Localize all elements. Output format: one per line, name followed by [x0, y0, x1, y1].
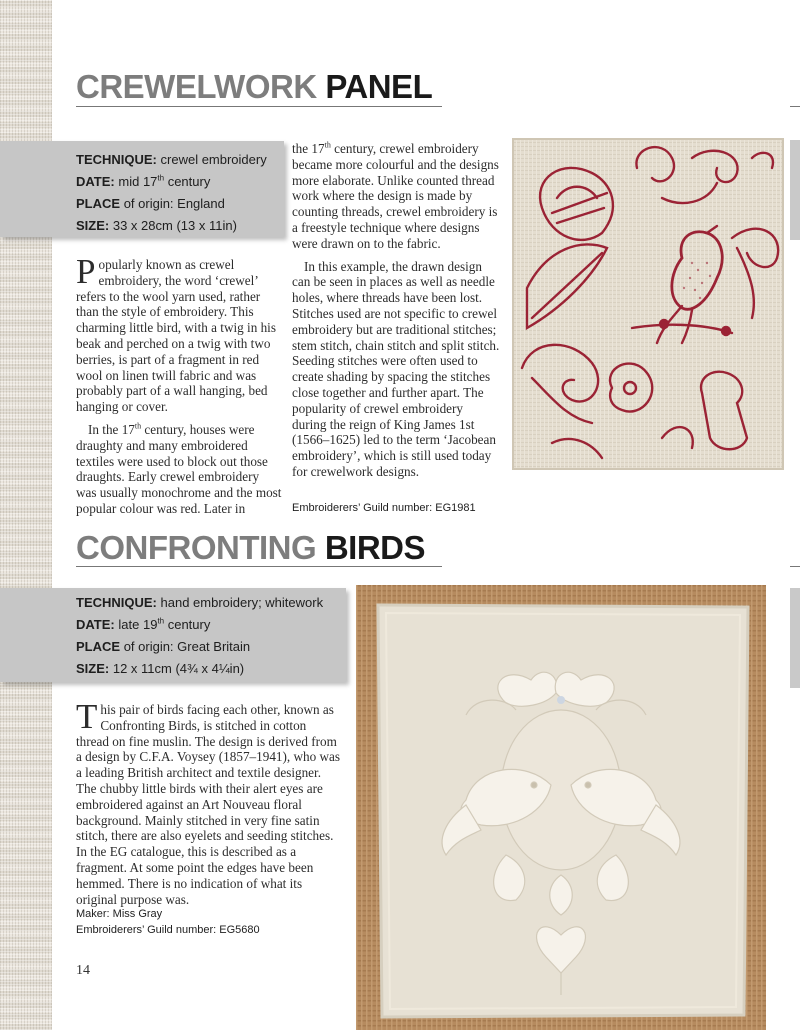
crewel-embroidery-illustration [512, 138, 784, 470]
body-column-birds [76, 697, 342, 907]
guild-number-credit: Embroiderers’ Guild number: EG1981 [292, 502, 476, 514]
whitework-embroidery-illustration [356, 585, 766, 1030]
size-line: SIZE: 12 x 11cm (4¾ x 4¼in) [76, 661, 245, 676]
confronting-birds-photo [356, 585, 766, 1030]
body-column-1 [76, 252, 282, 517]
date-line: DATE: mid 17th century [76, 173, 211, 189]
technique-line: TECHNIQUE: hand embroidery; whitework [76, 595, 324, 610]
heading-dark-word: BIRDS [324, 529, 426, 566]
heading-rule-right [790, 566, 800, 567]
heading-light-word: CONFRONTING [76, 529, 317, 566]
drop-cap: P [76, 252, 96, 291]
heading-light-word: CREWELWORK [76, 68, 317, 105]
crewelwork-panel-photo [512, 138, 784, 470]
guild-number-credit: Embroiderers’ Guild number: EG5680 [76, 924, 260, 936]
size-line: SIZE: 33 x 28cm (13 x 11in) [76, 218, 237, 233]
heading-rule [76, 566, 442, 567]
heading-rule [76, 106, 442, 107]
place-line: PLACE of origin: England [76, 196, 225, 211]
page-number: 14 [76, 963, 90, 978]
date-line: DATE: late 19th century [76, 616, 211, 632]
place-line: PLACE of origin: Great Britain [76, 639, 251, 654]
heading-dark-word: PANEL [325, 68, 433, 105]
technique-line: TECHNIQUE: crewel embroidery [76, 152, 267, 167]
page-edge-tab-top [790, 140, 800, 240]
drop-cap: T [76, 697, 98, 736]
body-column-2 [292, 141, 500, 480]
paragraph-continued: the 17th century, crewel embroidery became more colourful and the designs more elaborate. Unlike counted thread work where the design is made by counting threads, crewel embroidery is a freestyle technique where designs were drawn on to the fabric. [292, 140, 499, 251]
paragraph-intro: Popularly known as crewel embroidery, the word ‘crewel’ refers to the wool yarn used, rather than the style of embroidery. This charming little bird, with a twig in his beak and perched on a twig with two berries, is part of a fragment in red wool on linen twill fabric and was probably part of a wall hanging, bed hanging or cover. [76, 252, 276, 415]
info-box-confronting-birds [0, 588, 346, 682]
section-heading-crewelwork [76, 70, 432, 103]
section-heading-confronting-birds [76, 531, 425, 564]
heading-rule-right [790, 106, 800, 107]
paragraph-history: In the 17th century, houses were draughty and many embroidered textiles were used to block out those draughts. Early crewel embroidery was usually monochrome and the most popular colour was red. Later in [76, 421, 282, 516]
maker-credit: Maker: Miss Gray [76, 908, 163, 920]
paragraph-birds: This pair of birds facing each other, known as Confronting Birds, is stitched in cotton thread on fine muslin. The design is derived from a design by C.F.A. Voysey (1857–1941), who was a leading British architect and textile designer. The chubby little birds with their alert eyes are embroidered against an Art Nouveau floral background. Mainly stitched in very fine satin stitch, there are also eyelets and seeding stitches. In the EG catalogue, this is described as a fragment. At some point the edges have been hemmed. There is no indication of what its original purpose was. [76, 697, 341, 907]
info-box-crewelwork [0, 141, 284, 237]
page-edge-tab-bottom [790, 588, 800, 688]
paragraph-example: In this example, the drawn design can be seen in places as well as needle holes, where threads have been lost. Stitches used are not specific to crewel embroidery but are traditional stitches; stem stitch, chain stitch and split stitch. Seeding stitches were often used to create shading by spacing the stitches close together and further apart. The popularity of crewel embroidery during the reign of King James 1st (1566–1625) led to the term ‘Jacobean embroidery’, which is still used today for crewelwork designs. [292, 258, 500, 479]
